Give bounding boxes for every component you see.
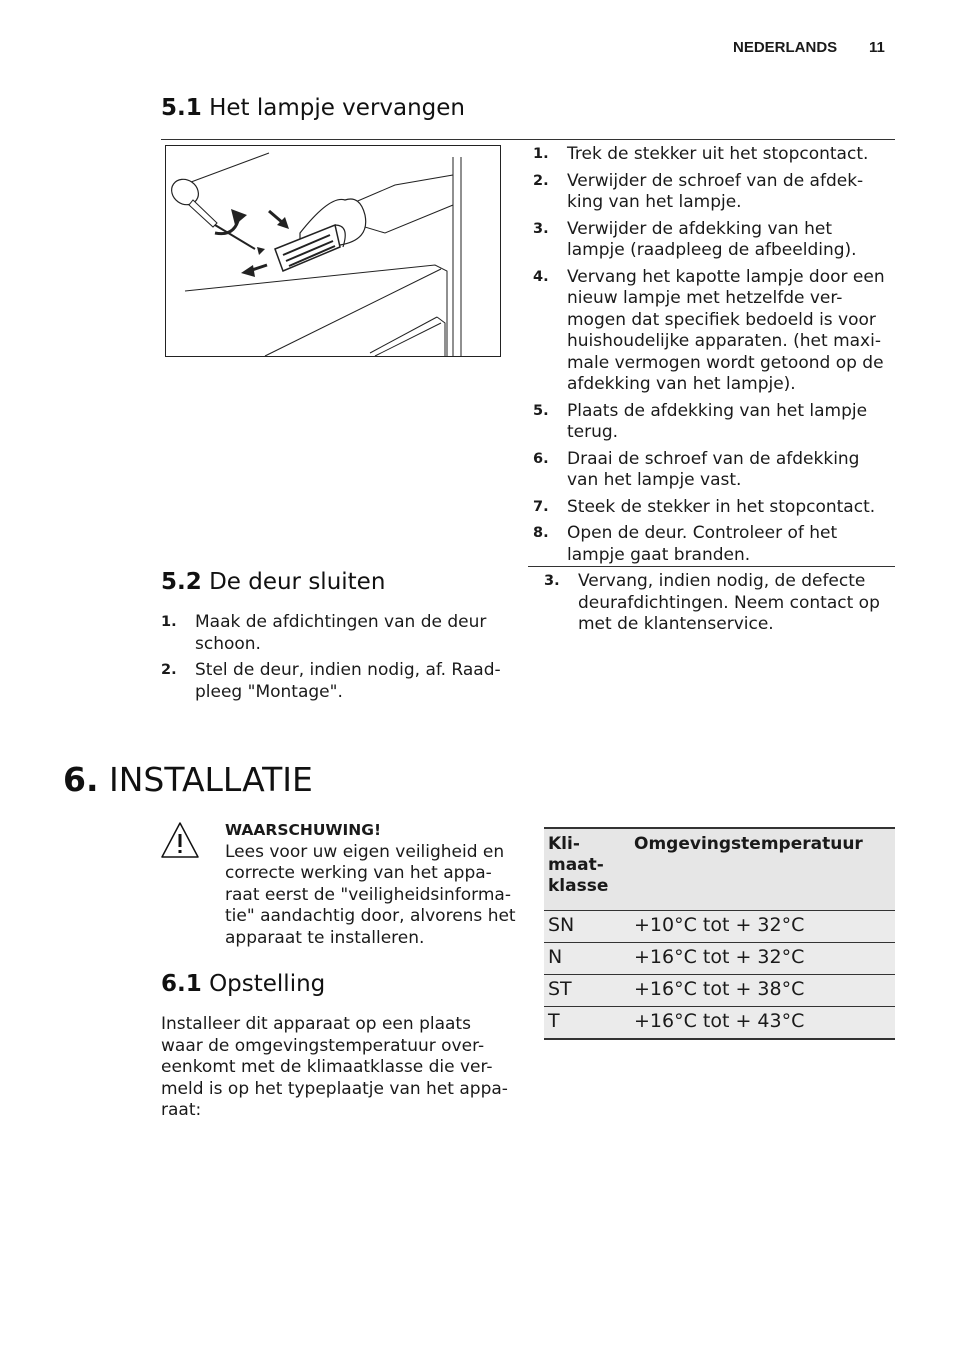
step-number: 1. (161, 614, 177, 630)
step-number: 5. (533, 402, 549, 419)
step-text: Maak de afdichtingen van de deur schoon. (195, 612, 487, 654)
page-number: 11 (869, 39, 885, 56)
table-row (544, 943, 895, 975)
step-text: Trek de stekker uit het stopcontact. (567, 144, 869, 164)
table-cell: N (544, 943, 630, 975)
step-number: 7. (533, 498, 549, 515)
step-number: 6. (533, 450, 549, 467)
step-text: Vervang het kapotte lampje door een nieuw lampje met hetzelfde ver-mogen dat specifiek bedoeld is voor huishoudelijke apparaten. (het maxi-male vermogen wordt getoond op de afdekking van het lampje). (567, 266, 885, 394)
warning-triangle-icon (160, 820, 200, 860)
table-cell: +16°C tot + 43°C (630, 1007, 895, 1040)
table-row (544, 1007, 895, 1040)
section-title: De deur sluiten (209, 569, 386, 595)
list-item (533, 171, 888, 214)
list-item (533, 449, 888, 492)
step-number: 3. (533, 220, 549, 237)
list-item (544, 571, 889, 636)
warning-block (225, 820, 520, 949)
section-6-1-heading (161, 971, 325, 997)
step-number: 2. (161, 662, 177, 678)
header-language: NEDERLANDS (733, 39, 838, 56)
section-rule (528, 566, 895, 567)
section-5-1-heading (161, 95, 465, 121)
climate-class-table (544, 827, 895, 1040)
lamp-steps-list (533, 144, 888, 571)
list-item (533, 219, 888, 262)
table-header-row (544, 828, 895, 911)
section-title: Opstelling (209, 971, 326, 997)
step-text: Steek de stekker in het stopcontact. (567, 496, 876, 517)
column-header: Omgevingstemperatuur (630, 828, 895, 911)
warning-title: WAARSCHUWING! (225, 821, 382, 839)
lamp-replacement-illustration (165, 145, 501, 357)
table-cell: SN (544, 911, 630, 943)
list-item (533, 267, 888, 396)
list-item (161, 660, 506, 703)
table-row (544, 911, 895, 943)
step-text: Open de deur. Controleer of het lampje gaat branden. (567, 523, 838, 565)
step-number: 3. (544, 573, 560, 589)
list-item (533, 523, 888, 566)
section-rule (161, 139, 895, 140)
section-5-2-heading (161, 569, 385, 595)
chapter-number: 6. (63, 760, 99, 799)
chapter-title: INSTALLATIE (109, 760, 313, 799)
step-text: Draai de schroef van de afdekking van het lampje vast. (567, 448, 860, 490)
column-header: Kli-maat-klasse (544, 828, 630, 911)
table-row (544, 975, 895, 1007)
table-cell: T (544, 1007, 630, 1040)
list-item (533, 144, 888, 166)
table-cell: ST (544, 975, 630, 1007)
step-text: Verwijder de schroef van de afdek-king van het lampje. (567, 170, 864, 212)
step-number: 1. (533, 146, 549, 162)
step-number: 4. (533, 268, 549, 285)
chapter-6-heading (63, 760, 313, 799)
door-steps-list-left (161, 612, 506, 708)
step-number: 2. (533, 172, 549, 189)
section-number: 5.2 (161, 569, 202, 595)
step-text: Stel de deur, indien nodig, af. Raad-pleeg "Montage". (195, 660, 501, 702)
section-number: 6.1 (161, 971, 202, 997)
step-text: Vervang, indien nodig, de defecte deurafdichtingen. Neem contact op met de klantenservice. (578, 571, 880, 634)
section-number: 5.1 (161, 95, 202, 121)
list-item (533, 497, 888, 519)
list-item (161, 612, 506, 655)
step-text: Plaats de afdekking van het lampje terug. (567, 400, 868, 442)
table-cell: +16°C tot + 38°C (630, 975, 895, 1007)
table-cell: +16°C tot + 32°C (630, 943, 895, 975)
list-item (533, 401, 888, 444)
step-text: Verwijder de afdekking van het lampje (raadpleeg de afbeelding). (567, 218, 857, 260)
warning-text: Lees voor uw eigen veiligheid en correcte werking van het appa-raat eerst de "veiligheidsinforma-tie" aandachtig door, alvorens het apparaat te installeren. (225, 841, 516, 948)
placement-paragraph: Installeer dit apparaat op een plaats waar de omgevingstemperatuur over-eenkomt met de klimaatklasse die ver-meld is op het typeplaatje van het appa-raat: (161, 1014, 508, 1120)
step-number: 8. (533, 525, 549, 541)
section-title: Het lampje vervangen (209, 95, 466, 121)
table-cell: +10°C tot + 32°C (630, 911, 895, 943)
door-steps-list-right (544, 571, 889, 641)
